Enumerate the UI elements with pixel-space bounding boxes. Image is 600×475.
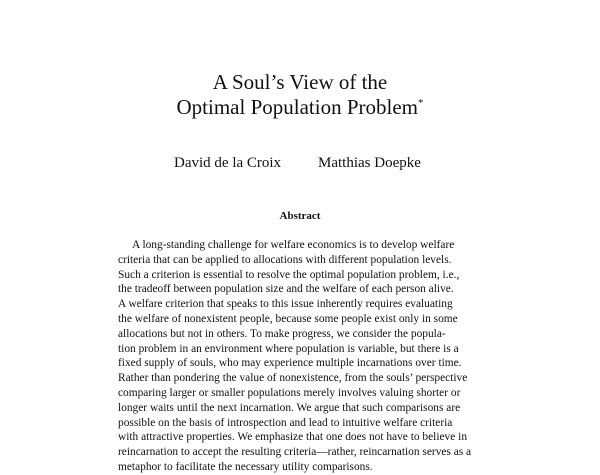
title-line-2-text: Optimal Population Problem — [176, 95, 418, 119]
abstract-line: longer waits until the next incarnation. We argue that such comparisons are — [118, 401, 461, 414]
abstract-line: reincarnation to accept the resulting criteria—rather, reincarnation serves as a — [118, 446, 472, 459]
paper-title — [0, 70, 600, 120]
title-line-2 — [0, 95, 600, 120]
author-list — [0, 153, 600, 173]
abstract-line: Such a criterion is essential to resolve the optimal population problem, i.e., — [118, 268, 460, 281]
abstract-line: the tradeoff between population size and the welfare of each person alive. — [118, 283, 454, 296]
abstract-line: metaphor to facilitate the necessary utility comparisons. — [118, 460, 373, 473]
abstract-line: fixed supply of souls, who may experience multiple incarnations over time. — [118, 357, 462, 370]
abstract-heading: Abstract — [279, 210, 321, 222]
abstract-line: A long-standing challenge for welfare economics is to develop welfare — [132, 239, 455, 251]
abstract-line: allocations but not in others. To make progress, we consider the popula- — [118, 327, 446, 340]
abstract-line: A welfare criterion that speaks to this issue inherently requires evaluating — [118, 298, 453, 311]
abstract-line: tion problem in an environment where population is variable, but there is a — [118, 342, 459, 355]
abstract-line: Rather than pondering the value of nonexistence, from the souls’ perspective — [118, 372, 468, 385]
abstract-body — [118, 238, 482, 475]
abstract-line: possible on the basis of introspection and lead to intuitive welfare criteria — [118, 416, 453, 429]
abstract-line: the welfare of nonexistent people, because some people exist only in some — [118, 312, 458, 325]
abstract-line: comparing larger or smaller populations merely involves valuing shorter or — [118, 386, 461, 399]
author-name: David de la Croix — [174, 155, 282, 171]
title-footnote-mark: * — [418, 97, 424, 109]
title-line-1: A Soul’s View of the — [212, 70, 388, 94]
abstract-line: with attractive properties. We emphasize that one does not have to believe in — [118, 431, 468, 444]
author-name: Matthias Doepke — [318, 155, 421, 171]
abstract-line: criteria that can be applied to allocations with different population levels. — [118, 253, 452, 266]
